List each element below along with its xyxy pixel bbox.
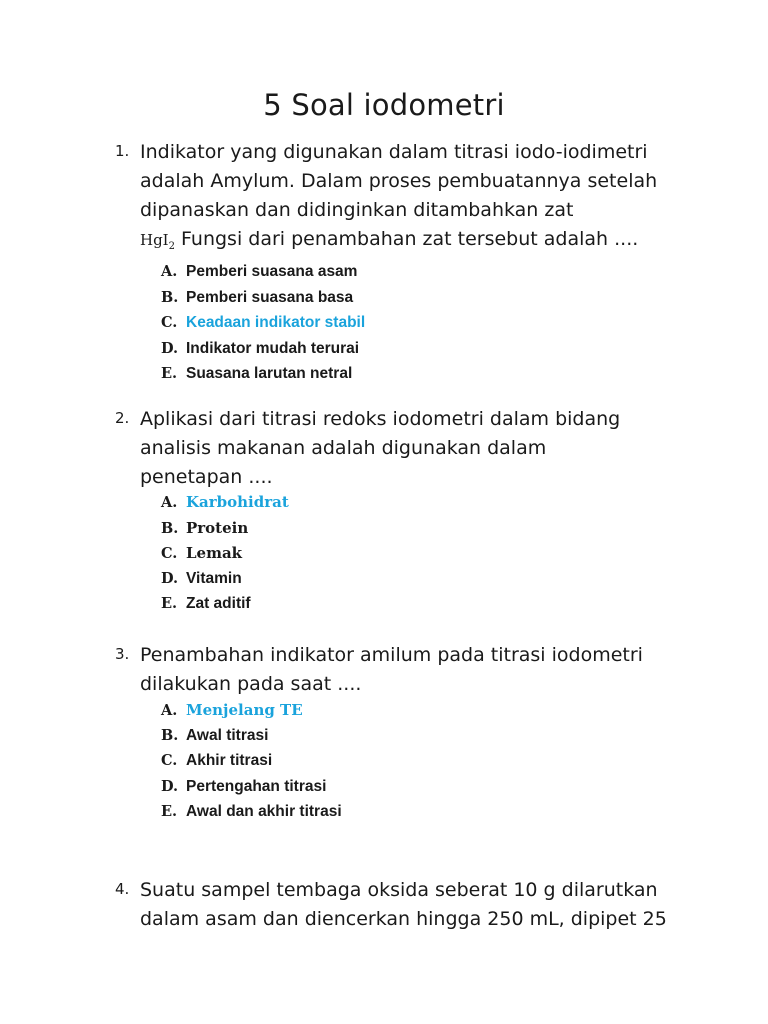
question-line: dilakukan pada saat .... [140,673,362,695]
option-text: Pemberi suasana basa [186,288,354,306]
option-c [161,752,655,778]
option-text: Pertengahan titrasi [186,777,327,795]
question-text [140,641,655,699]
option-text: Vitamin [186,569,242,587]
option-text: Indikator mudah terurai [186,339,360,357]
question-line: analisis makanan adalah digunakan dalam [140,437,547,459]
option-letter: C. [161,314,178,331]
option-letter: D. [161,777,179,795]
question-2 [115,405,655,621]
option-text: Karbohidrat [186,493,289,511]
option-letter: C. [161,545,178,562]
question-line [140,225,655,261]
question-text [140,138,658,261]
option-text: Menjelang TE [186,701,303,719]
question-text [140,876,667,934]
option-text: Awal titrasi [186,726,269,744]
question-line: adalah Amylum. Dalam proses pembuatannya setelah [140,170,658,192]
page-title: 5 Soal iodometri [263,88,505,122]
option-letter: A. [161,494,178,511]
option-text: Suasana larutan netral [186,365,353,382]
option-e [161,595,655,621]
question-4 [115,876,667,934]
option-letter: B. [161,288,179,306]
option-text: Zat aditif [186,595,251,612]
question-line: dalam asam dan diencerkan hingga 250 mL, dipipet 25 [140,908,667,930]
option-letter: D. [161,339,179,357]
answer-options [161,263,655,391]
formula-subscript: 2 [168,241,175,252]
option-letter: E. [161,595,178,612]
option-text: Pemberi suasana asam [186,263,358,280]
question-1 [115,138,658,391]
question-line: Indikator yang digunakan dalam titrasi iodo-iodimetri [140,141,648,163]
option-text: Awal dan akhir titrasi [186,803,342,820]
option-b [161,519,655,545]
answer-options [161,701,655,829]
question-number: 4. [115,880,130,898]
question-line: penetapan .... [140,466,273,488]
option-letter: B. [161,726,179,744]
formula-base: HgI [140,231,169,249]
question-line: Penambahan indikator amilum pada titrasi iodometri [140,644,643,666]
option-letter: C. [161,752,178,769]
option-e [161,365,655,391]
question-number: 2. [115,409,130,427]
option-letter: E. [161,803,178,820]
chemical-formula [140,231,175,252]
question-line: dipanaskan dan didinginkan ditambahkan zat [140,199,574,221]
option-c-correct [161,314,655,340]
option-a [161,263,655,289]
option-d [161,570,655,596]
option-letter: E. [161,365,178,382]
option-text: Protein [186,518,249,537]
option-a-correct [161,493,655,519]
question-text [140,405,655,492]
question-line-rest: Fungsi dari penambahan zat tersebut adalah .... [174,228,639,250]
option-letter: A. [161,702,178,719]
answer-options [161,493,655,621]
option-text: Keadaan indikator stabil [186,314,366,331]
question-number: 1. [115,142,130,160]
question-number: 3. [115,645,130,663]
option-b [161,289,655,315]
question-3 [115,641,655,829]
question-line: Suatu sampel tembaga oksida seberat 10 g dilarutkan [140,879,658,901]
option-d [161,778,655,804]
option-letter: B. [161,519,179,537]
option-e [161,803,655,829]
option-text: Akhir titrasi [186,752,273,769]
option-c [161,544,655,570]
question-line: Aplikasi dari titrasi redoks iodometri dalam bidang [140,408,621,430]
option-b [161,727,655,753]
option-letter: D. [161,569,179,587]
option-text: Lemak [186,544,243,562]
option-a-correct [161,701,655,727]
option-d [161,340,655,366]
option-letter: A. [161,263,178,280]
